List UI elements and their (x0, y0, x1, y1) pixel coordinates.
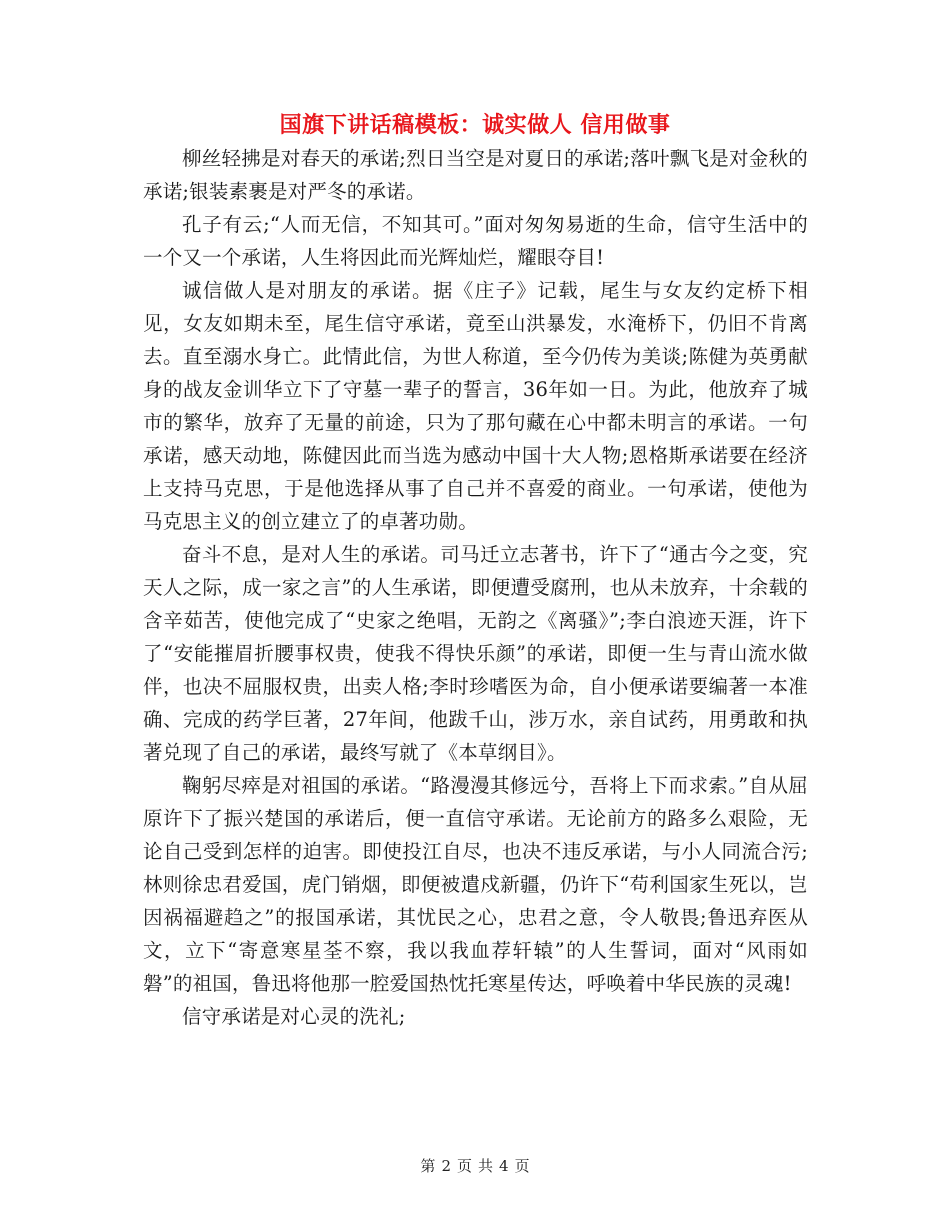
document-title: 国旗下讲话稿模板：诚实做人 信用做事 (279, 112, 671, 138)
footer-total-pages: 4 (499, 1157, 509, 1175)
footer-page-word: 页 (456, 1157, 472, 1175)
paragraph-5: 鞠躬尽瘁是对祖国的承诺。“路漫漫其修远兮，吾将上下而求索。”自从屈原许下了振兴楚国的承诺后，便一直信守承诺。无论前方的路多么艰险，无论自己受到怎样的迫害。即使投江自尽，也决不违反承诺，与小人同流合污;林则徐忠君爱国，虎门销烟，即便被遣戍新疆，仍许下“苟利国家生死以，岂因祸福避趋之”的报国承诺，其忧民之心，忠君之意，令人敬畏;鲁迅弃医从文，立下“寄意寒星荃不察，我以我血荐轩辕”的人生誓词，面对“风雨如磐”的祖国，鲁迅将他那一腔爱国热忱托寒星传达，呼唤着中华民族的灵魂! (143, 774, 808, 995)
footer-current-page: 2 (441, 1157, 451, 1175)
document-body (143, 142, 808, 1033)
footer-suffix: 页 (514, 1157, 530, 1175)
paragraph-6: 信守承诺是对心灵的洗礼; (182, 1005, 406, 1028)
footer-total-word: 共 (478, 1157, 494, 1175)
paragraph-2: 孔子有云;“人而无信，不知其可。”面对匆匆易逝的生命，信守生活中的一个又一个承诺，人生将因此而光辉灿烂，耀眼夺目! (143, 213, 808, 269)
paragraph-1: 柳丝轻拂是对春天的承诺;烈日当空是对夏日的承诺;落叶飘飞是对金秋的承诺;银装素裹是对严冬的承诺。 (143, 147, 808, 203)
footer-prefix: 第 (420, 1157, 436, 1175)
page-footer (0, 1155, 950, 1176)
paragraph-3: 诚信做人是对朋友的承诺。据《庄子》记载，尾生与女友约定桥下相见，女友如期未至，尾生信守承诺，竟至山洪暴发，水淹桥下，仍旧不肯离去。直至溺水身亡。此情此信，为世人称道，至今仍传为美谈;陈健为英勇献身的战友金训华立下了守墓一辈子的誓言，36年如一日。为此，他放弃了城市的繁华，放弃了无量的前途，只为了那句藏在心中都未明言的承诺。一句承诺，感天动地，陈健因此而当选为感动中国十大人物;恩格斯承诺要在经济上支持马克思，于是他选择从事了自己并不喜爱的商业。一句承诺，使他为马克思主义的创立建立了的卓著功勋。 (143, 279, 808, 533)
paragraph-4: 奋斗不息，是对人生的承诺。司马迁立志著书，许下了“通古今之变，究天人之际，成一家之言”的人生承诺，即便遭受腐刑，也从未放弃，十余载的含辛茹苦，使他完成了“史家之绝唱，无韵之《离骚》”;李白浪迹天涯，许下了“安能摧眉折腰事权贵，使我不得快乐颜”的承诺，即便一生与青山流水做伴，也决不屈服权贵，出卖人格;李时珍嗜医为命，自小便承诺要编著一本准确、完成的药学巨著，27年间，他跋千山，涉万水，亲自试药，用勇敢和执著兑现了自己的承诺，最终写就了《本草纲目》。 (143, 543, 808, 764)
